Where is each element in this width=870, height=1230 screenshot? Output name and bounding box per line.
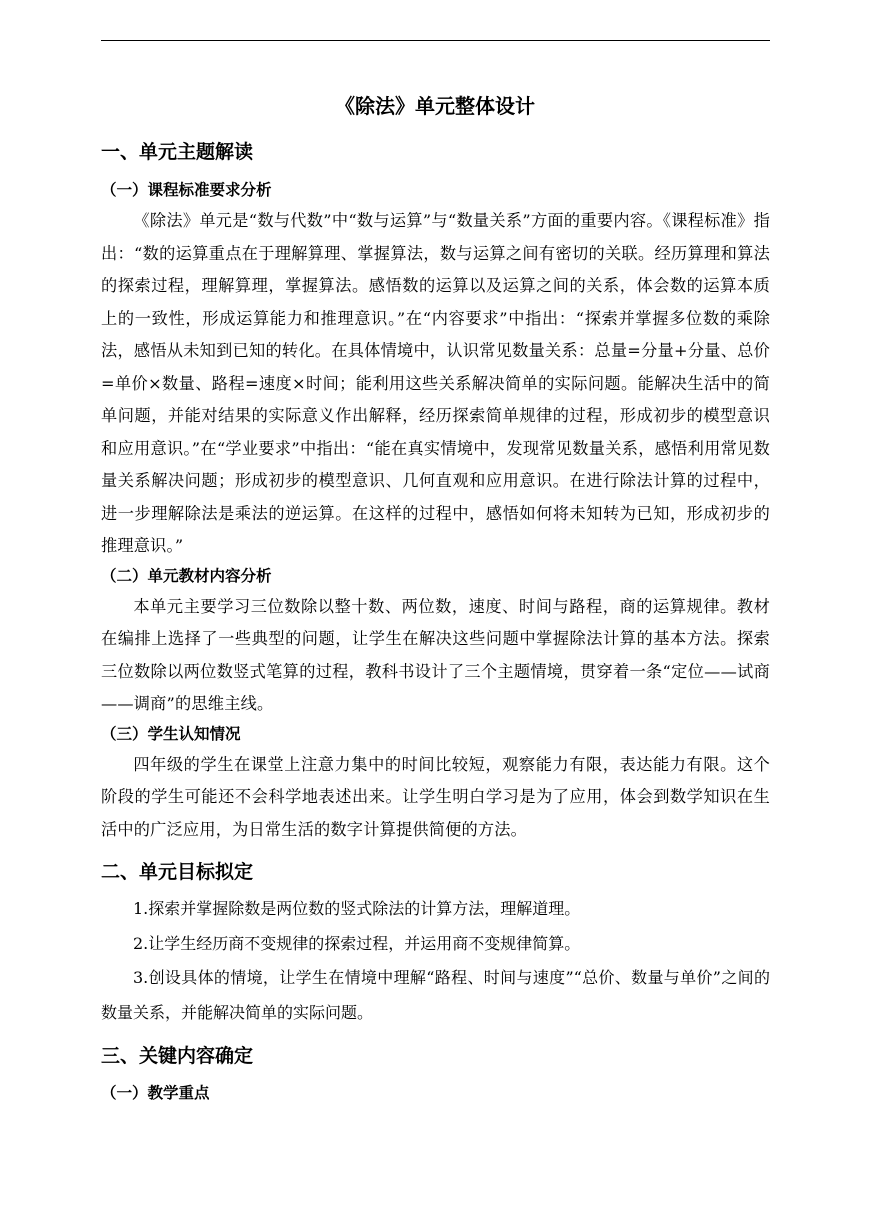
section-1-3-paragraph: 四年级的学生在课堂上注意力集中的时间比较短，观察能力有限，表达能力有限。这个阶段的学生可能还不会科学地表述出来。让学生明白学习是为了应用，体会到数学知识在生活中的广泛应用，为日常生活的数字计算提供简便的方法。 bbox=[101, 754, 770, 839]
objective-item-1: 1.探索并掌握除数是两位数的竖式除法的计算方法，理解道理。 bbox=[133, 899, 581, 918]
section-3-1-heading: （一）教学重点 bbox=[101, 1084, 210, 1102]
section-1-heading: 一、单元主题解读 bbox=[101, 141, 254, 163]
document-title: 《除法》单元整体设计 bbox=[335, 94, 535, 118]
section-1-3-heading: （三）学生认知情况 bbox=[101, 724, 241, 743]
section-1-2-heading: （二）单元教材内容分析 bbox=[101, 566, 272, 585]
section-1-1-heading: （一）课程标准要求分析 bbox=[101, 181, 272, 199]
header-rule bbox=[101, 40, 770, 41]
document-body bbox=[101, 140, 770, 1104]
section-1-1-paragraph: 《除法》单元是“数与代数”中“数与运算”与“数量关系”方面的重要内容。《课程标准》指出：“数的运算重点在于理解算理、掌握算法，数与运算之间有密切的关联。经历算理和算法的探索过程，理解算理，掌握算法。感悟数的运算以及运算之间的关系，体会数的运算本质上的一致性，形成运算能力和推理意识。”在“内容要求”中指出：“探索并掌握多位数的乘除法，感悟从未知到已知的转化。在具体情境中，认识常见数量关系：总量=分量+分量、总价=单价×数量、路程=速度×时间；能利用这些关系解决简单的实际问题。能解决生活中的简单问题，并能对结果的实际意义作出解释，经历探索简单规律的过程，形成初步的模型意识和应用意识。”在“学业要求”中指出：“能在真实情境中，发现常见数量关系，感悟利用常见数量关系解决问题；形成初步的模型意识、几何直观和应用意识。在进行除法计算的过程中，进一步理解除法是乘法的逆运算。在这样的过程中，感悟如何将未知转为已知，形成初步的推理意识。” bbox=[101, 211, 770, 555]
objective-item-2: 2.让学生经历商不变规律的探索过程，并运用商不变规律简算。 bbox=[133, 933, 581, 953]
section-1-2-paragraph: 本单元主要学习三位数除以整十数、两位数，速度、时间与路程，商的运算规律。教材在编排上选择了一些典型的问题，让学生在解决这些问题中掌握除法计算的基本方法。探索三位数除以两位数竖式笔算的过程，教科书设计了三个主题情境，贯穿着一条“定位——试商——调商”的思维主线。 bbox=[101, 596, 770, 713]
objective-item-3: 3.创设具体的情境，让学生在情境中理解“路程、时间与速度”“总价、数量与单价”之间的数量关系，并能解决简单的实际问题。 bbox=[101, 968, 770, 1022]
section-2-heading: 二、单元目标拟定 bbox=[101, 861, 254, 883]
section-3-heading: 三、关键内容确定 bbox=[101, 1045, 254, 1067]
